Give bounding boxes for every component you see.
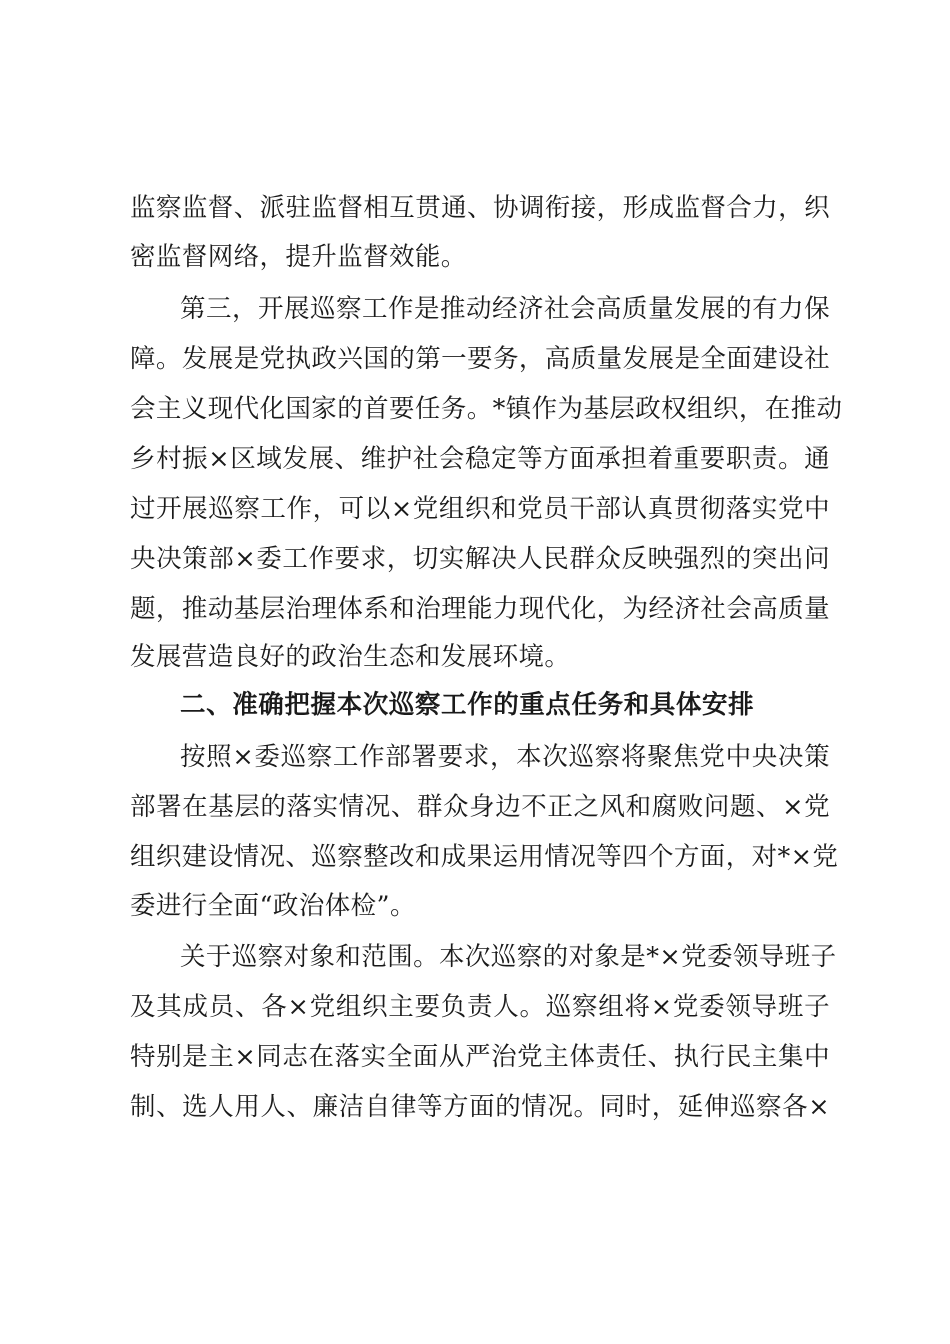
paragraph-line: 委进行全面“政治体检”。 — [130, 891, 416, 921]
paragraph-line: 题，推动基层治理体系和治理能力现代化，为经济社会高质量 — [130, 594, 830, 624]
paragraph-line: 及其成员、各×党组织主要负责人。巡察组将×党委领导班子 — [130, 992, 830, 1022]
paragraph-line: 监察监督、派驻监督相互贯通、协调衔接，形成监督合力，织 — [130, 193, 830, 223]
paragraph-line: 障。发展是党执政兴国的第一要务，高质量发展是全面建设社 — [130, 344, 830, 374]
paragraph-line: 乡村振×区域发展、维护社会稳定等方面承担着重要职责。通 — [130, 444, 830, 474]
paragraph-line: 特别是主×同志在落实全面从严治党主体责任、执行民主集中 — [130, 1042, 830, 1072]
paragraph-line: 密监督网络，提升监督效能。 — [130, 242, 467, 272]
paragraph-line: 央决策部×委工作要求，切实解决人民群众反映强烈的突出问 — [130, 544, 830, 574]
paragraph-line: 过开展巡察工作，可以×党组织和党员干部认真贯彻落实党中 — [130, 494, 830, 524]
section-heading: 二、准确把握本次巡察工作的重点任务和具体安排 — [180, 690, 755, 720]
paragraph-line: 第三，开展巡察工作是推动经济社会高质量发展的有力保 — [180, 294, 830, 324]
paragraph-line: 关于巡察对象和范围。本次巡察的对象是*×党委领导班子 — [180, 942, 837, 972]
paragraph-line: 制、选人用人、廉洁自律等方面的情况。同时，延伸巡察各× — [130, 1092, 830, 1122]
paragraph-line: 会主义现代化国家的首要任务。*镇作为基层政权组织，在推动 — [130, 394, 843, 424]
paragraph-line: 按照×委巡察工作部署要求，本次巡察将聚焦党中央决策 — [180, 742, 830, 772]
paragraph-line: 组织建设情况、巡察整改和成果运用情况等四个方面，对*×党 — [130, 842, 839, 872]
paragraph-line: 部署在基层的落实情况、群众身边不正之风和腐败问题、×党 — [130, 792, 830, 822]
paragraph-line: 发展营造良好的政治生态和发展环境。 — [130, 642, 571, 672]
